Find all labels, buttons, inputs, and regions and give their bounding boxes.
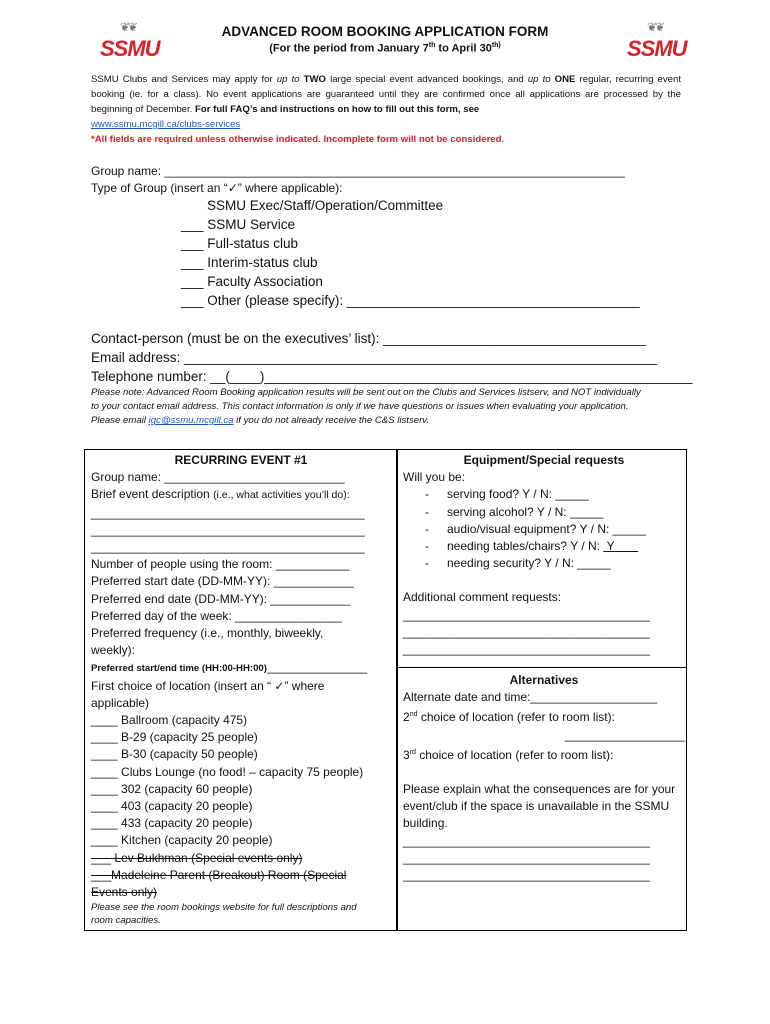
comment-line[interactable]: _____________________________________ [403,607,650,622]
room-footnote: Please see the room bookings website for full descriptions and room capacities. [91,902,357,927]
second-choice-label: 2nd choice of location (refer to room list): [403,710,615,725]
room-madeleine-parent-cont: Events only) [91,885,158,900]
first-choice-label: First choice of location (insert an “ ✓” where [91,678,325,693]
first-choice-label-cont: applicable) [91,695,150,710]
email-field[interactable]: Email address: _______________________________________________________________ [91,350,658,365]
alternatives-section [403,672,685,884]
room-madeleine-parent: ___Madeleine Parent (Breakout) Room (Special [91,867,347,882]
third-choice-label: 3rd choice of location (refer to room list): [403,747,614,762]
contact-person-field[interactable]: Contact-person (must be on the executives’ list): ___________________________________ [91,331,646,346]
option-full-status-club[interactable]: ___ Full-status club [181,236,299,251]
form-subtitle: (For the period from January 7th to April $30^{th)}$ [269,42,501,55]
alternate-date-field[interactable]: Alternate date and time:___________________ [403,690,658,705]
recurring-heading: RECURRING EVENT #1 [174,453,308,467]
alcohol-field[interactable]: - serving alcohol? Y / N: _____ [425,504,604,519]
food-field[interactable]: - serving food? Y / N: _____ [425,487,589,502]
description-line[interactable]: _________________________________________ [91,505,365,520]
logo-text: SSMU [100,36,160,61]
required-notice: *All fields are required unless otherwise indicated. Incomplete form will not be considered [91,134,502,145]
clubs-services-link[interactable]: www.ssmu.mcgill.ca/clubs-services [91,119,241,130]
bird-icon: ❦❦ [120,20,137,34]
room-b29[interactable]: ____ B-29 (capacity 25 people) [91,730,258,745]
second-choice-field[interactable]: __________________ [564,727,685,742]
right-section-divider [397,667,687,668]
consequences-label: Please explain what the consequences are for your event/club if the space is unavailable in the SSMU building. [403,782,676,831]
av-field[interactable]: - audio/visual equipment? Y / N: _____ [425,521,647,536]
room-302[interactable]: ____ 302 (capacity 60 people) [91,781,253,796]
bird-icon: ❦❦ [647,20,664,34]
recurring-event-section [91,452,391,927]
room-lev-bukhman: ___ Lev Bukhman (Special events only) [91,850,303,865]
room-b30[interactable]: ____ B-30 (capacity 50 people) [91,747,258,762]
comment-line[interactable]: _____________________________________ [403,624,650,639]
consequences-line[interactable]: _____________________________________ [403,868,650,883]
brief-description-label: Brief event description (i.e., what activities you’ll do): [91,487,350,502]
form-title: ADVANCED ROOM BOOKING APPLICATION FORM [221,24,549,39]
will-you-label: Will you be: [403,470,466,485]
day-of-week-field[interactable]: Preferred day of the week: ________________ [91,608,342,623]
telephone-field[interactable]: Telephone number: __(____)_________________________________________________________ [91,369,693,384]
consequences-line[interactable]: _____________________________________ [403,833,650,848]
group-type-label: Type of Group (insert an “✓” where applicable): [91,181,343,195]
tables-field[interactable]: - needing tables/chairs? Y / N: Y [403,538,685,555]
tables-answer: Y [606,539,615,554]
igc-email-link[interactable]: igc@ssmu.mcgill.ca [148,415,234,426]
security-field[interactable]: - needing security? Y / N: _____ [425,556,611,571]
table-divider [396,449,398,931]
room-403[interactable]: ____ 403 (capacity 20 people) [91,799,253,814]
start-date-field[interactable]: Preferred start date (DD-MM-YY): ____________ [91,574,354,589]
description-line[interactable]: _________________________________________ [91,540,365,555]
room-ballroom[interactable]: ____ Ballroom (capacity 475) [91,713,248,728]
logo-text: SSMU [627,36,687,61]
num-people-field[interactable]: Number of people using the room: ___________ [91,557,350,572]
room-clubs-lounge[interactable]: ____ Clubs Lounge (no food! – capacity 75 people) [91,764,364,779]
option-faculty-association[interactable]: ___ Faculty Association [181,274,323,289]
description-line[interactable]: _________________________________________ [91,522,365,537]
option-other[interactable]: ___ Other (please specify): _______________________________________ [181,293,640,308]
option-ssmu-exec[interactable]: SSMU Exec/Staff/Operation/Committee [207,198,444,213]
frequency-label: Preferred frequency (i.e., monthly, biweekly, [91,626,324,641]
consequences-line[interactable]: _____________________________________ [403,850,650,865]
alternatives-heading: Alternatives [509,673,579,687]
contact-note: Please note: Advanced Room Booking application results will be sent out on the Clubs and Services listserv, and NOT individually to your contact email address. This contact information is only if we have questions or issues when evaluating your application. Please email igc@ssmu.mcgill.ca if you do not already receive the C&S listserv. [91,387,641,426]
end-date-field[interactable]: Preferred end date (DD-MM-YY): ____________ [91,591,351,606]
additional-label: Additional comment requests: [403,590,562,605]
recurring-group-name-field[interactable]: Group name: ___________________________ [91,470,345,485]
equipment-heading: Equipment/Special requests [463,453,625,467]
frequency-field[interactable]: weekly): [91,643,136,658]
option-interim-status-club[interactable]: ___ Interim-status club [181,255,318,270]
group-name-field[interactable]: Group name: _____________________________________________________________________ [91,164,625,178]
time-field[interactable]: Preferred start/end time (HH:00-HH:00)_______________ [91,660,368,675]
intro-paragraph: SSMU Clubs and Services may apply for up to TWO large special event advanced bookings, and up to ONE regular, recurring event booking (ie. for a class). No event applications are guaranteed until they are confirmed once all applications are processed by the beginning of December. For full FAQ’s and instructions on how to fill out this form, see www.ssmu.mcgill.ca/clubs-services *All fields are required unless otherwise indicated. Incomplete form will not be considered. [91,74,682,145]
room-kitchen[interactable]: ____ Kitchen (capacity 20 people) [91,833,273,848]
comment-line[interactable]: _____________________________________ [403,642,650,657]
option-ssmu-service[interactable]: ___ SSMU Service [181,217,296,232]
room-433[interactable]: ____ 433 (capacity 20 people) [91,816,253,831]
equipment-section [403,452,685,658]
